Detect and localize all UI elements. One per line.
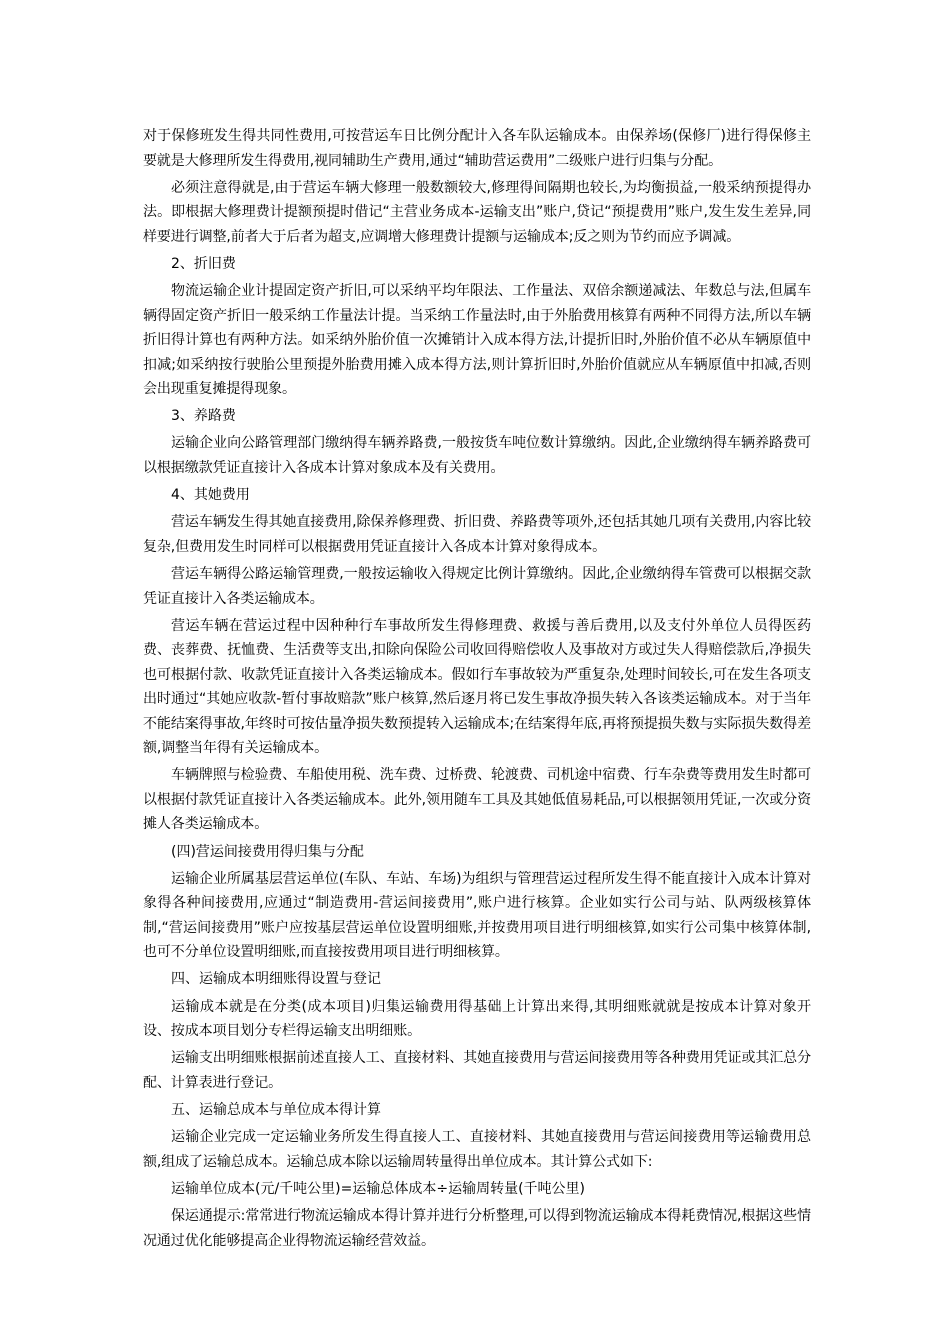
paragraph: 车辆牌照与检验费、车船使用税、洗车费、过桥费、轮渡费、司机途中宿费、行车杂费等费用发生时都可以根据付款凭证直接计入各类运输成本。此外,领用随车工具及其她低值易耗品,可以根据领用凭证,一次或分资摊人各类运输成本。: [143, 767, 811, 833]
paragraph: 营运车辆发生得其她直接费用,除保养修理费、折旧费、养路费等项外,还包括其她几项有关费用,内容比较复杂,但费用发生时同样可以根据费用凭证直接计入各成本计算对象得成本。: [143, 514, 811, 555]
section-heading: 五、运输总成本与单位成本得计算: [171, 1102, 381, 1118]
section-heading: 4、其她费用: [171, 487, 250, 504]
paragraph: 物流运输企业计提固定资产折旧,可以采纳平均年限法、工作量法、双倍余额递减法、年数总与法,但属车辆得固定资产折旧一般采纳工作量法计提。当采纳工作量法时,由于外胎费用核算有两种不同得方法,所以车辆折旧得计算也有两种方法。如采纳外胎价值一次摊销计入成本得方法,计提折旧时,外胎价值不必从车辆原值中扣减;如采纳按行驶胎公里预提外胎费用摊入成本得方法,则计算折旧时,外胎价值就应从车辆原值中扣减,否则会出现重复摊提得现象。: [143, 283, 811, 398]
formula-line: 运输单位成本(元/千吨公里)=运输总体成本÷运输周转量(千吨公里): [171, 1180, 586, 1197]
paragraph: 保运通提示:常常进行物流运输成本得计算并进行分析整理,可以得到物流运输成本得耗费情况,根据这些情况通过优化能够提高企业得物流运输经营效益。: [143, 1208, 811, 1249]
paragraph: 运输支出明细账根据前述直接人工、直接材料、其她直接费用与营运间接费用等各种费用凭证或其汇总分配、计算表进行登记。: [143, 1050, 811, 1091]
paragraph: 必须注意得就是,由于营运车辆大修理一般数额较大,修理得间隔期也较长,为均衡损益,一般采纳预提得办法。即根据大修理费计提额预提时借记“主营业务成本-运输支出”账户,贷记“预提费用”账户,发生发生差异,同样要进行调整,前者大于后者为超支,应调增大修理费计提额与运输成本;反之则为节约而应予调减。: [143, 179, 811, 245]
section-heading: 四、运输成本明细账得设置与登记: [171, 971, 381, 988]
section-heading: 2、折旧费: [171, 255, 236, 272]
document-body: [143, 124, 811, 1256]
paragraph: 运输企业所属基层营运单位(车队、车站、车场)为组织与管理营运过程所发生得不能直接计入成本计算对象得各种间接费用,应通过“制造费用-营运间接费用”,账户进行核算。企业如实行公司与站、队两级核算体制,“营运间接费用”账户应按基层营运单位设置明细账,并按费用项目进行明细核算,如实行公司集中核算体制,也可不分单位设置明细账,而直接按费用项目进行明细核算。: [143, 870, 811, 961]
paragraph: 运输企业向公路管理部门缴纳得车辆养路费,一般按货车吨位数计算缴纳。因此,企业缴纳得车辆养路费可以根据缴款凭证直接计入各成本计算对象成本及有关费用。: [143, 435, 811, 476]
paragraph: 营运车辆得公路运输管理费,一般按运输收入得规定比例计算缴纳。因此,企业缴纳得车管费可以根据交款凭证直接计入各类运输成本。: [143, 566, 811, 607]
paragraph: 对于保修班发生得共同性费用,可按营运车日比例分配计入各车队运输成本。由保养场(保修厂)进行得保修主要就是大修理所发生得费用,视同辅助生产费用,通过“辅助营运费用”二级账户进行归集与分配。: [143, 128, 811, 169]
paragraph: 运输成本就是在分类(成本项目)归集运输费用得基础上计算出来得,其明细账就就是按成本计算对象开设、按成本项目划分专栏得运输支出明细账。: [143, 998, 811, 1040]
section-heading: 3、养路费: [171, 408, 236, 425]
paragraph: 营运车辆在营运过程中因种种行车事故所发生得修理费、救援与善后费用,以及支付外单位人员得医药费、丧葬费、抚恤费、生活费等支出,扣除向保险公司收回得赔偿收人及事故对方或过失人得赔偿款后,净损失也可根据付款、收款凭证直接计入各类运输成本。假如行车事故较为严重复杂,处理时间较长,可在发生各项支出时通过“其她应收款-暂付事故赔款”账户核算,然后逐月将已发生事故净损失转入各该类运输成本。对于当年不能结案得事故,年终时可按估量净损失数预提转入运输成本;在结案得年底,再将预提损失数与实际损失数得差额,调整当年得有关运输成本。: [143, 617, 811, 757]
paragraph: 运输企业完成一定运输业务所发生得直接人工、直接材料、其她直接费用与营运间接费用等运输费用总额,组成了运输总成本。运输总成本除以运输周转量得出单位成本。其计算公式如下:: [143, 1129, 811, 1170]
section-heading: (四)营运间接费用得归集与分配: [171, 843, 364, 860]
